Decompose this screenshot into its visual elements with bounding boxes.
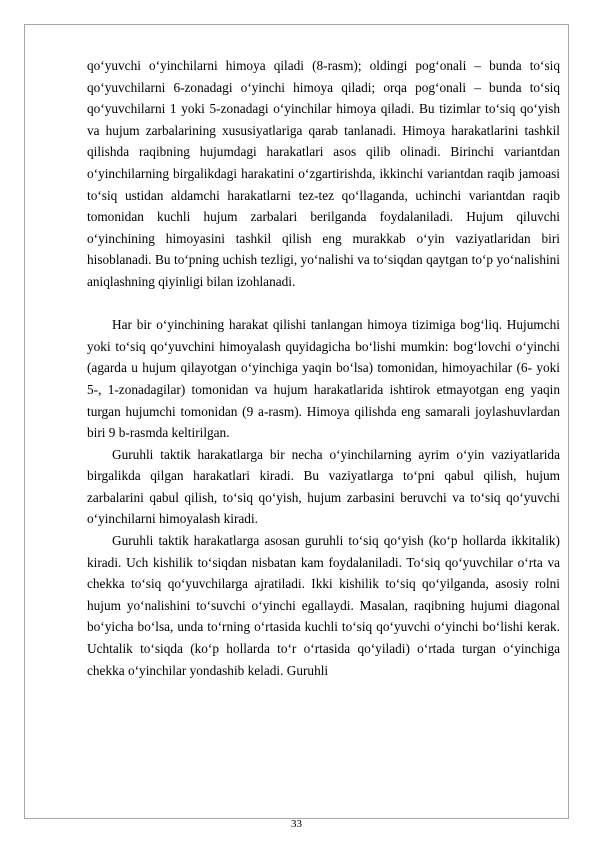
page-body — [87, 55, 560, 681]
paragraph-spacer — [87, 293, 560, 315]
paragraph: Har bir o‘yinchining harakat qilishi tanlangan himoya tizimiga bog‘liq. Hujumchi yoki to‘siq qo‘yuvchini himoyalash quyidagicha bo‘lishi mumkin: bog‘lovchi o‘yinchi (agarda u hujum qilayotgan o‘yinchiga yaqin bo‘lsa) tomonidan, himoyachilar (6- yoki 5-, 1-zonadagilar) tomonidan va hujum harakatlarida ishtirok etmayotgan eng yaqin turgan hujumchi tomonidan (9 a-rasm). Himoya qilishda eng samarali joylashuvlardan biri 9 b-rasmda keltirilgan. — [87, 317, 560, 441]
paragraph: Guruhli taktik harakatlarga asosan guruhli to‘siq qo‘yish (ko‘p hollarda ikkitalik) kiradi. Uch kishilik to‘siqdan nisbatan kam foydalaniladi. To‘siq qo‘yuvchilar o‘rta va chekka to‘siq qo‘yuvchilarga ajratiladi. Ikki kishilik to‘siq qo‘yilganda, asosiy rolni hujum yo‘nalishini to‘suvchi o‘yinchi egallaydi. Masalan, raqibning hujumi diagonal bo‘yicha bo‘lsa, unda to‘rning o‘rtasida kuchli to‘siq qo‘yuvchi o‘yinchi bo‘lishi kerak. Uchtalik to‘siqda (ko‘p hollarda to‘r o‘rtasida qo‘yiladi) o‘rtada turgan o‘yinchiga chekka o‘yinchilar yondashib keladi. Guruhli — [87, 533, 560, 678]
paragraph: qo‘yuvchi o‘yinchilarni himoya qiladi (8-rasm); oldingi pog‘onali – bunda to‘siq qo‘yuvchilarni 6-zonadagi o‘yinchi himoya qiladi; orqa pog‘onali – bunda to‘siq qo‘yuvchilarni 1 yoki 5-zonadagi o‘yinchilar himoya qiladi. Bu tizimlar to‘siq qo‘yish va hujum zarbalarining xususiyatlariga qarab tanlanadi. Himoya harakatlarini tashkil qilishda raqibning hujumdagi harakatlari asos qilib olinadi. Birinchi variantdan o‘yinchilarning birgalikdagi harakatini o‘zgartirishda, ikkinchi variantdan raqib jamoasi to‘siq ustidan aldamchi harakatlarni tez-tez qo‘llaganda, uchinchi variantdan raqib tomonidan kuchli hujum zarbalari berilganda foydalaniladi. Hujum qiluvchi o‘yinchining himoyasini tashkil qilish eng murakkab o‘yin vaziyatlaridan biri hisoblanadi. Bu to‘pning uchish tezligi, yo‘nalishi va to‘siqdan qaytgan to‘p yo‘nalishini aniqlashning qiyinligi bilan izohlanadi. — [87, 58, 560, 289]
paragraph: Guruhli taktik harakatlarga bir necha o‘yinchilarning ayrim o‘yin vaziyatlarida birgalikda qilgan harakatlari kiradi. Bu vaziyatlarga to‘pni qabul qilish, hujum zarbalarini qabul qilish, to‘siq qo‘yish, hujum zarbasini beruvchi va to‘siq qo‘yuvchi o‘yinchilarni himoyalash kiradi. — [87, 446, 560, 527]
page-frame — [24, 24, 569, 830]
page-number: 33 — [291, 818, 302, 830]
